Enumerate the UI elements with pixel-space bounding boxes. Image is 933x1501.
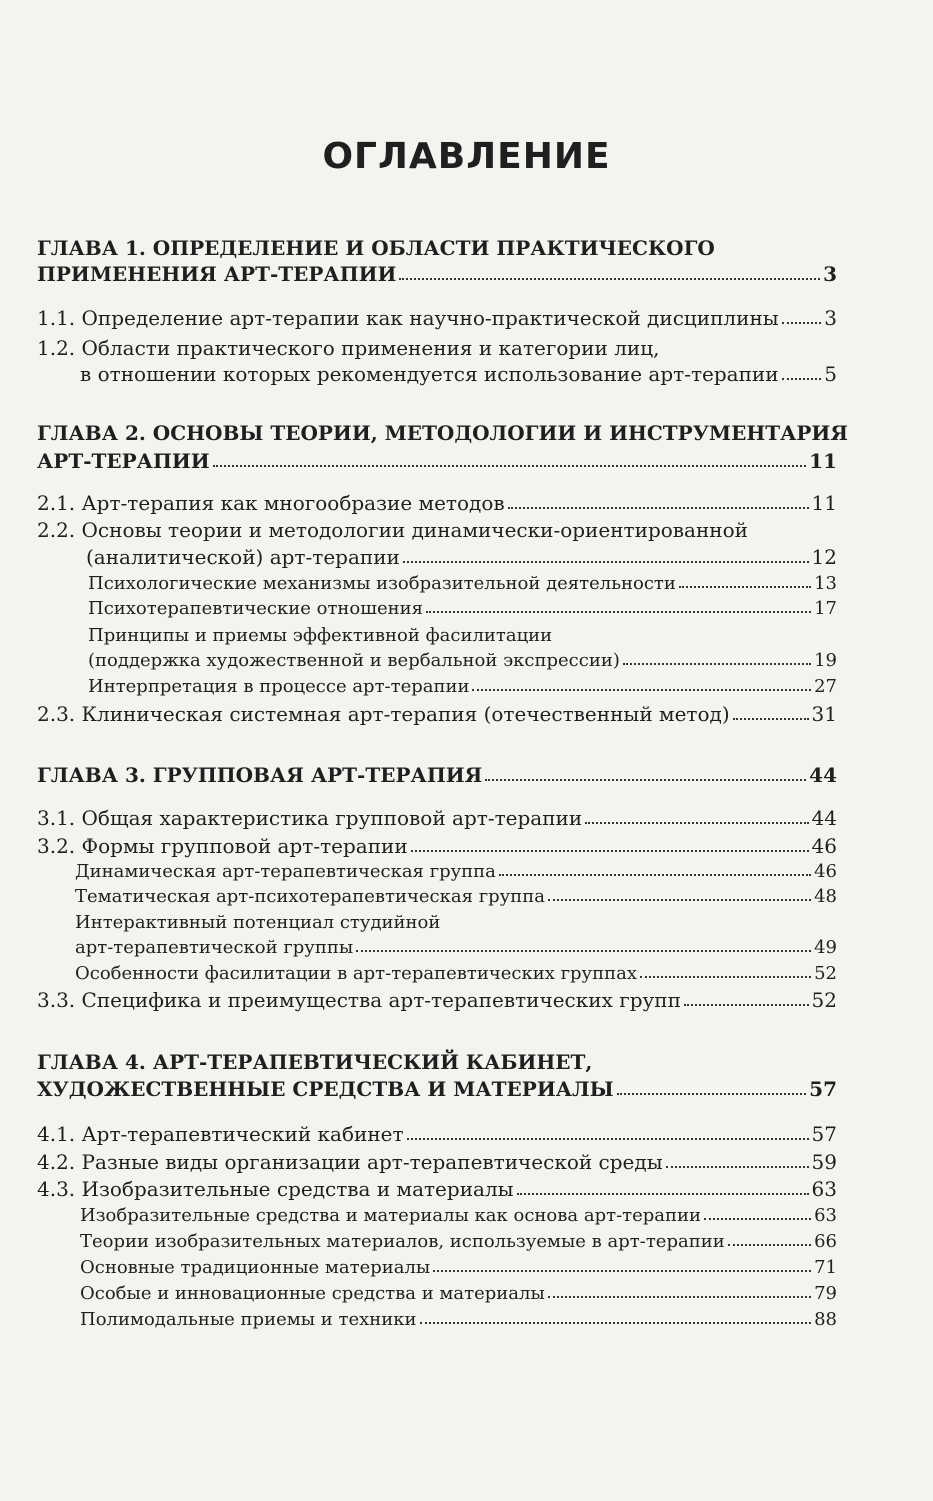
entry-page: 17 (814, 598, 837, 619)
entry-number: 4.1. (37, 1122, 76, 1146)
subentry-text: Теории изобразительных материалов, используемые в арт-терапии (80, 1231, 725, 1252)
subentry-text: Изобразительные средства и материалы как основа арт-терапии (80, 1205, 701, 1226)
leader-dots (517, 1193, 809, 1195)
entry-page: 66 (814, 1231, 837, 1252)
leader-dots (472, 689, 811, 691)
toc-entry-2-1 (37, 491, 837, 515)
subentry-text: Особые и инновационные средства и материалы (80, 1283, 545, 1304)
subentry-text: Тематическая арт-психотерапевтическая группа (75, 886, 545, 907)
entry-number: 1.2. (37, 336, 76, 360)
entry-page: 49 (814, 937, 837, 958)
leader-dots (499, 874, 811, 876)
toc-entry-2-2-line1 (37, 518, 748, 542)
subentry-text: Особенности фасилитации в арт-терапевтических группах (75, 963, 637, 984)
chapter-2-title-line1: ГЛАВА 2. ОСНОВЫ ТЕОРИИ, МЕТОДОЛОГИИ И ИНСТРУМЕНТАРИЯ (37, 421, 848, 445)
toc-subentry-line1: Интерактивный потенциал студийной (75, 912, 441, 933)
toc-subentry (75, 963, 837, 984)
entry-text: Разные виды организации арт-терапевтической среды (81, 1150, 663, 1174)
chapter-1-page: 3 (823, 262, 837, 286)
toc-subentry (88, 573, 837, 594)
entry-text: Формы групповой арт-терапии (81, 834, 408, 858)
entry-page: 46 (811, 834, 837, 858)
toc-subentry-line2 (88, 650, 837, 671)
chapter-4-page: 57 (809, 1077, 837, 1101)
toc-entry-1-2-line1 (37, 336, 659, 360)
leader-dots (640, 976, 811, 978)
leader-dots (617, 1093, 806, 1095)
leader-dots (782, 378, 822, 380)
entry-page: 63 (814, 1205, 837, 1226)
toc-subentry (80, 1231, 837, 1252)
entry-text: Арт-терапевтический кабинет (81, 1122, 404, 1146)
entry-page: 3 (824, 306, 837, 330)
subentry-text-continued: (поддержка художественной и вербальной экспрессии) (88, 650, 620, 671)
toc-entry-3-2 (37, 834, 837, 858)
toc-entry-1-2-line2 (80, 362, 837, 386)
entry-page: 59 (811, 1150, 837, 1174)
leader-dots (782, 322, 822, 324)
leader-dots (485, 779, 806, 781)
entry-page: 88 (814, 1309, 837, 1330)
leader-dots (403, 561, 809, 563)
entry-text: Общая характеристика групповой арт-терапии (81, 806, 583, 830)
chapter-4-title-text: ХУДОЖЕСТВЕННЫЕ СРЕДСТВА И МАТЕРИАЛЫ (37, 1077, 614, 1101)
subentry-text: Полимодальные приемы и техники (80, 1309, 417, 1330)
leader-dots (623, 663, 811, 665)
entry-text: Арт-терапия как многообразие методов (81, 491, 505, 515)
entry-text: Клиническая системная арт-терапия (отечественный метод) (81, 702, 730, 726)
entry-text-continued: (аналитической) арт-терапии (86, 545, 400, 569)
toc-entry-2-3 (37, 702, 837, 726)
entry-number: 2.3. (37, 702, 76, 726)
leader-dots (407, 1138, 809, 1140)
toc-subentry (88, 598, 837, 619)
entry-page: 52 (811, 988, 837, 1012)
chapter-3-title (37, 763, 837, 787)
entry-page: 46 (814, 861, 837, 882)
leader-dots (420, 1322, 812, 1324)
leader-dots (585, 822, 808, 824)
entry-number: 2.1. (37, 491, 76, 515)
chapter-4-title-line2 (37, 1077, 837, 1101)
toc-entry-3-3 (37, 988, 837, 1012)
leader-dots (728, 1244, 811, 1246)
chapter-3-title-text: ГЛАВА 3. ГРУППОВАЯ АРТ-ТЕРАПИЯ (37, 763, 483, 787)
chapter-3-page: 44 (809, 763, 837, 787)
chapter-1-title-line2 (37, 262, 837, 286)
chapter-2-title-line2 (37, 449, 837, 473)
page-title: ОГЛАВЛЕНИЕ (322, 136, 611, 177)
toc-subentry (75, 886, 837, 907)
leader-dots (666, 1166, 809, 1168)
chapter-2-page: 11 (809, 449, 837, 473)
leader-dots (399, 278, 820, 280)
subentry-text: Психологические механизмы изобразительной деятельности (88, 573, 676, 594)
leader-dots (213, 465, 807, 467)
entry-number: 1.1. (37, 306, 76, 330)
leader-dots (508, 507, 809, 509)
entry-page: 57 (811, 1122, 837, 1146)
entry-number: 4.3. (37, 1177, 76, 1201)
toc-subentry-line1: Принципы и приемы эффективной фасилитации (88, 625, 553, 646)
entry-page: 44 (811, 806, 837, 830)
toc-subentry (80, 1283, 837, 1304)
leader-dots (426, 611, 811, 613)
toc-entry-4-1 (37, 1122, 837, 1146)
toc-subentry (80, 1205, 837, 1226)
subentry-text-continued: арт-терапевтической группы (75, 937, 354, 958)
entry-page: 71 (814, 1257, 837, 1278)
leader-dots (548, 1296, 811, 1298)
entry-text: Изобразительные средства и материалы (81, 1177, 514, 1201)
leader-dots (548, 899, 811, 901)
entry-number: 3.2. (37, 834, 76, 858)
leader-dots (704, 1218, 811, 1220)
toc-entry-3-1 (37, 806, 837, 830)
chapter-1-title-text: ПРИМЕНЕНИЯ АРТ-ТЕРАПИИ (37, 262, 397, 286)
entry-page: 5 (824, 362, 837, 386)
entry-text: Специфика и преимущества арт-терапевтических групп (81, 988, 681, 1012)
leader-dots (433, 1270, 811, 1272)
toc-subentry-line2 (75, 937, 837, 958)
entry-number: 3.1. (37, 806, 76, 830)
leader-dots (679, 586, 811, 588)
toc-subentry (80, 1257, 837, 1278)
entry-page: 79 (814, 1283, 837, 1304)
entry-number: 2.2. (37, 518, 76, 542)
entry-number: 3.3. (37, 988, 76, 1012)
chapter-2-title-text: АРТ-ТЕРАПИИ (37, 449, 210, 473)
subentry-text: Психотерапевтические отношения (88, 598, 423, 619)
toc-subentry (88, 676, 837, 697)
toc-entry-1-1 (37, 306, 837, 330)
entry-text: Области практического применения и категории лиц, (81, 336, 660, 360)
entry-page: 13 (814, 573, 837, 594)
toc-subentry (80, 1309, 837, 1330)
entry-page: 27 (814, 676, 837, 697)
leader-dots (684, 1004, 809, 1006)
chapter-4-title-line1: ГЛАВА 4. АРТ-ТЕРАПЕВТИЧЕСКИЙ КАБИНЕТ, (37, 1050, 593, 1074)
leader-dots (411, 850, 809, 852)
subentry-text: Динамическая арт-терапевтическая группа (75, 861, 496, 882)
subentry-text: Интерпретация в процессе арт-терапии (88, 676, 470, 697)
entry-text-continued: в отношении которых рекомендуется использование арт-терапии (80, 362, 779, 386)
entry-text: Определение арт-терапии как научно-практической дисциплины (81, 306, 779, 330)
entry-page: 52 (814, 963, 837, 984)
toc-entry-4-3 (37, 1177, 837, 1201)
entry-page: 19 (814, 650, 837, 671)
leader-dots (356, 950, 811, 952)
leader-dots (733, 718, 809, 720)
entry-text: Основы теории и методологии динамически-ориентированной (81, 518, 749, 542)
chapter-1-title-line1: ГЛАВА 1. ОПРЕДЕЛЕНИЕ И ОБЛАСТИ ПРАКТИЧЕСКОГО (37, 236, 715, 260)
toc-subentry (75, 861, 837, 882)
entry-number: 4.2. (37, 1150, 76, 1174)
subentry-text: Основные традиционные материалы (80, 1257, 431, 1278)
entry-page: 63 (811, 1177, 837, 1201)
entry-page: 48 (814, 886, 837, 907)
entry-page: 11 (811, 491, 837, 515)
entry-page: 12 (811, 545, 837, 569)
toc-entry-4-2 (37, 1150, 837, 1174)
toc-entry-2-2-line2 (86, 545, 837, 569)
entry-page: 31 (811, 702, 837, 726)
